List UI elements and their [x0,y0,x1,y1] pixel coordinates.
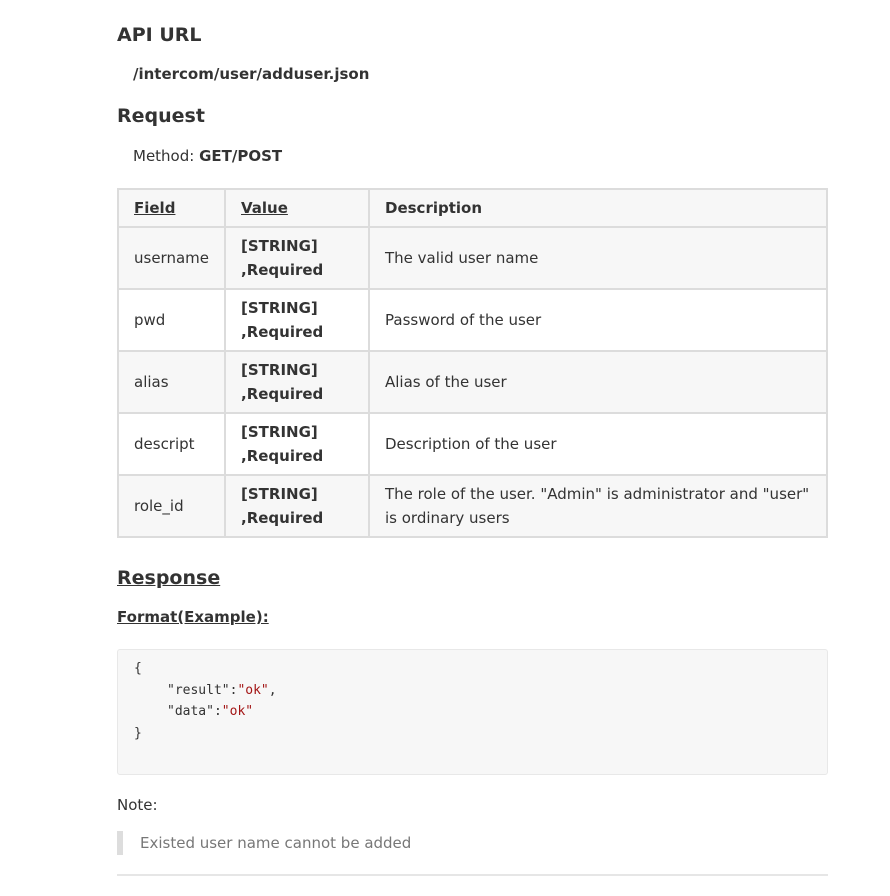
table-row [118,289,827,351]
table-row [118,413,827,475]
cell-description: Alias of the user [369,351,827,413]
code-line-data [167,702,253,722]
request-heading: Request [117,105,205,127]
code-key: "data": [167,704,222,719]
cell-field: pwd [118,289,225,351]
request-params-table [117,188,828,538]
code-key: "result": [167,683,238,698]
cell-field: role_id [118,475,225,537]
method-label: Method: [133,147,195,165]
code-line-result [167,681,277,701]
cell-value [225,289,369,351]
value-type: [STRING] [241,423,318,441]
code-line-open: { [134,661,142,676]
method-value: GET/POST [199,147,283,165]
cell-description: Description of the user [369,413,827,475]
value-required: ,Required [241,323,324,341]
value-required: ,Required [241,509,324,527]
header-field: Field [118,189,225,227]
cell-field: descript [118,413,225,475]
cell-description: The role of the user. "Admin" is administrator and "user" is ordinary users [369,475,827,537]
cell-value [225,227,369,289]
cell-description: The valid user name [369,227,827,289]
value-type: [STRING] [241,299,318,317]
cell-field: alias [118,351,225,413]
code-comma: , [268,683,277,698]
cell-value [225,351,369,413]
value-required: ,Required [241,385,324,403]
method-line [133,147,282,165]
api-path: /intercom/user/adduser.json [133,65,370,83]
divider [117,874,828,876]
code-string: "ok" [237,683,269,698]
code-string: "ok" [221,704,254,719]
value-type: [STRING] [241,237,318,255]
note-quote: Existed user name cannot be added [117,831,845,855]
header-value: Value [225,189,369,227]
api-url-heading: API URL [117,24,202,46]
value-required: ,Required [241,447,324,465]
code-line-close: } [134,726,142,741]
cell-value [225,475,369,537]
table-row [118,227,827,289]
table-header-row [118,189,827,227]
value-required: ,Required [241,261,324,279]
note-label: Note: [117,796,158,814]
cell-field: username [118,227,225,289]
response-heading: Response [117,567,221,589]
header-description: Description [369,189,827,227]
table-row [118,475,827,537]
cell-value [225,413,369,475]
value-type: [STRING] [241,361,318,379]
code-example [117,649,828,775]
format-label: Format(Example): [117,608,269,626]
table-row [118,351,827,413]
value-type: [STRING] [241,485,318,503]
cell-description: Password of the user [369,289,827,351]
